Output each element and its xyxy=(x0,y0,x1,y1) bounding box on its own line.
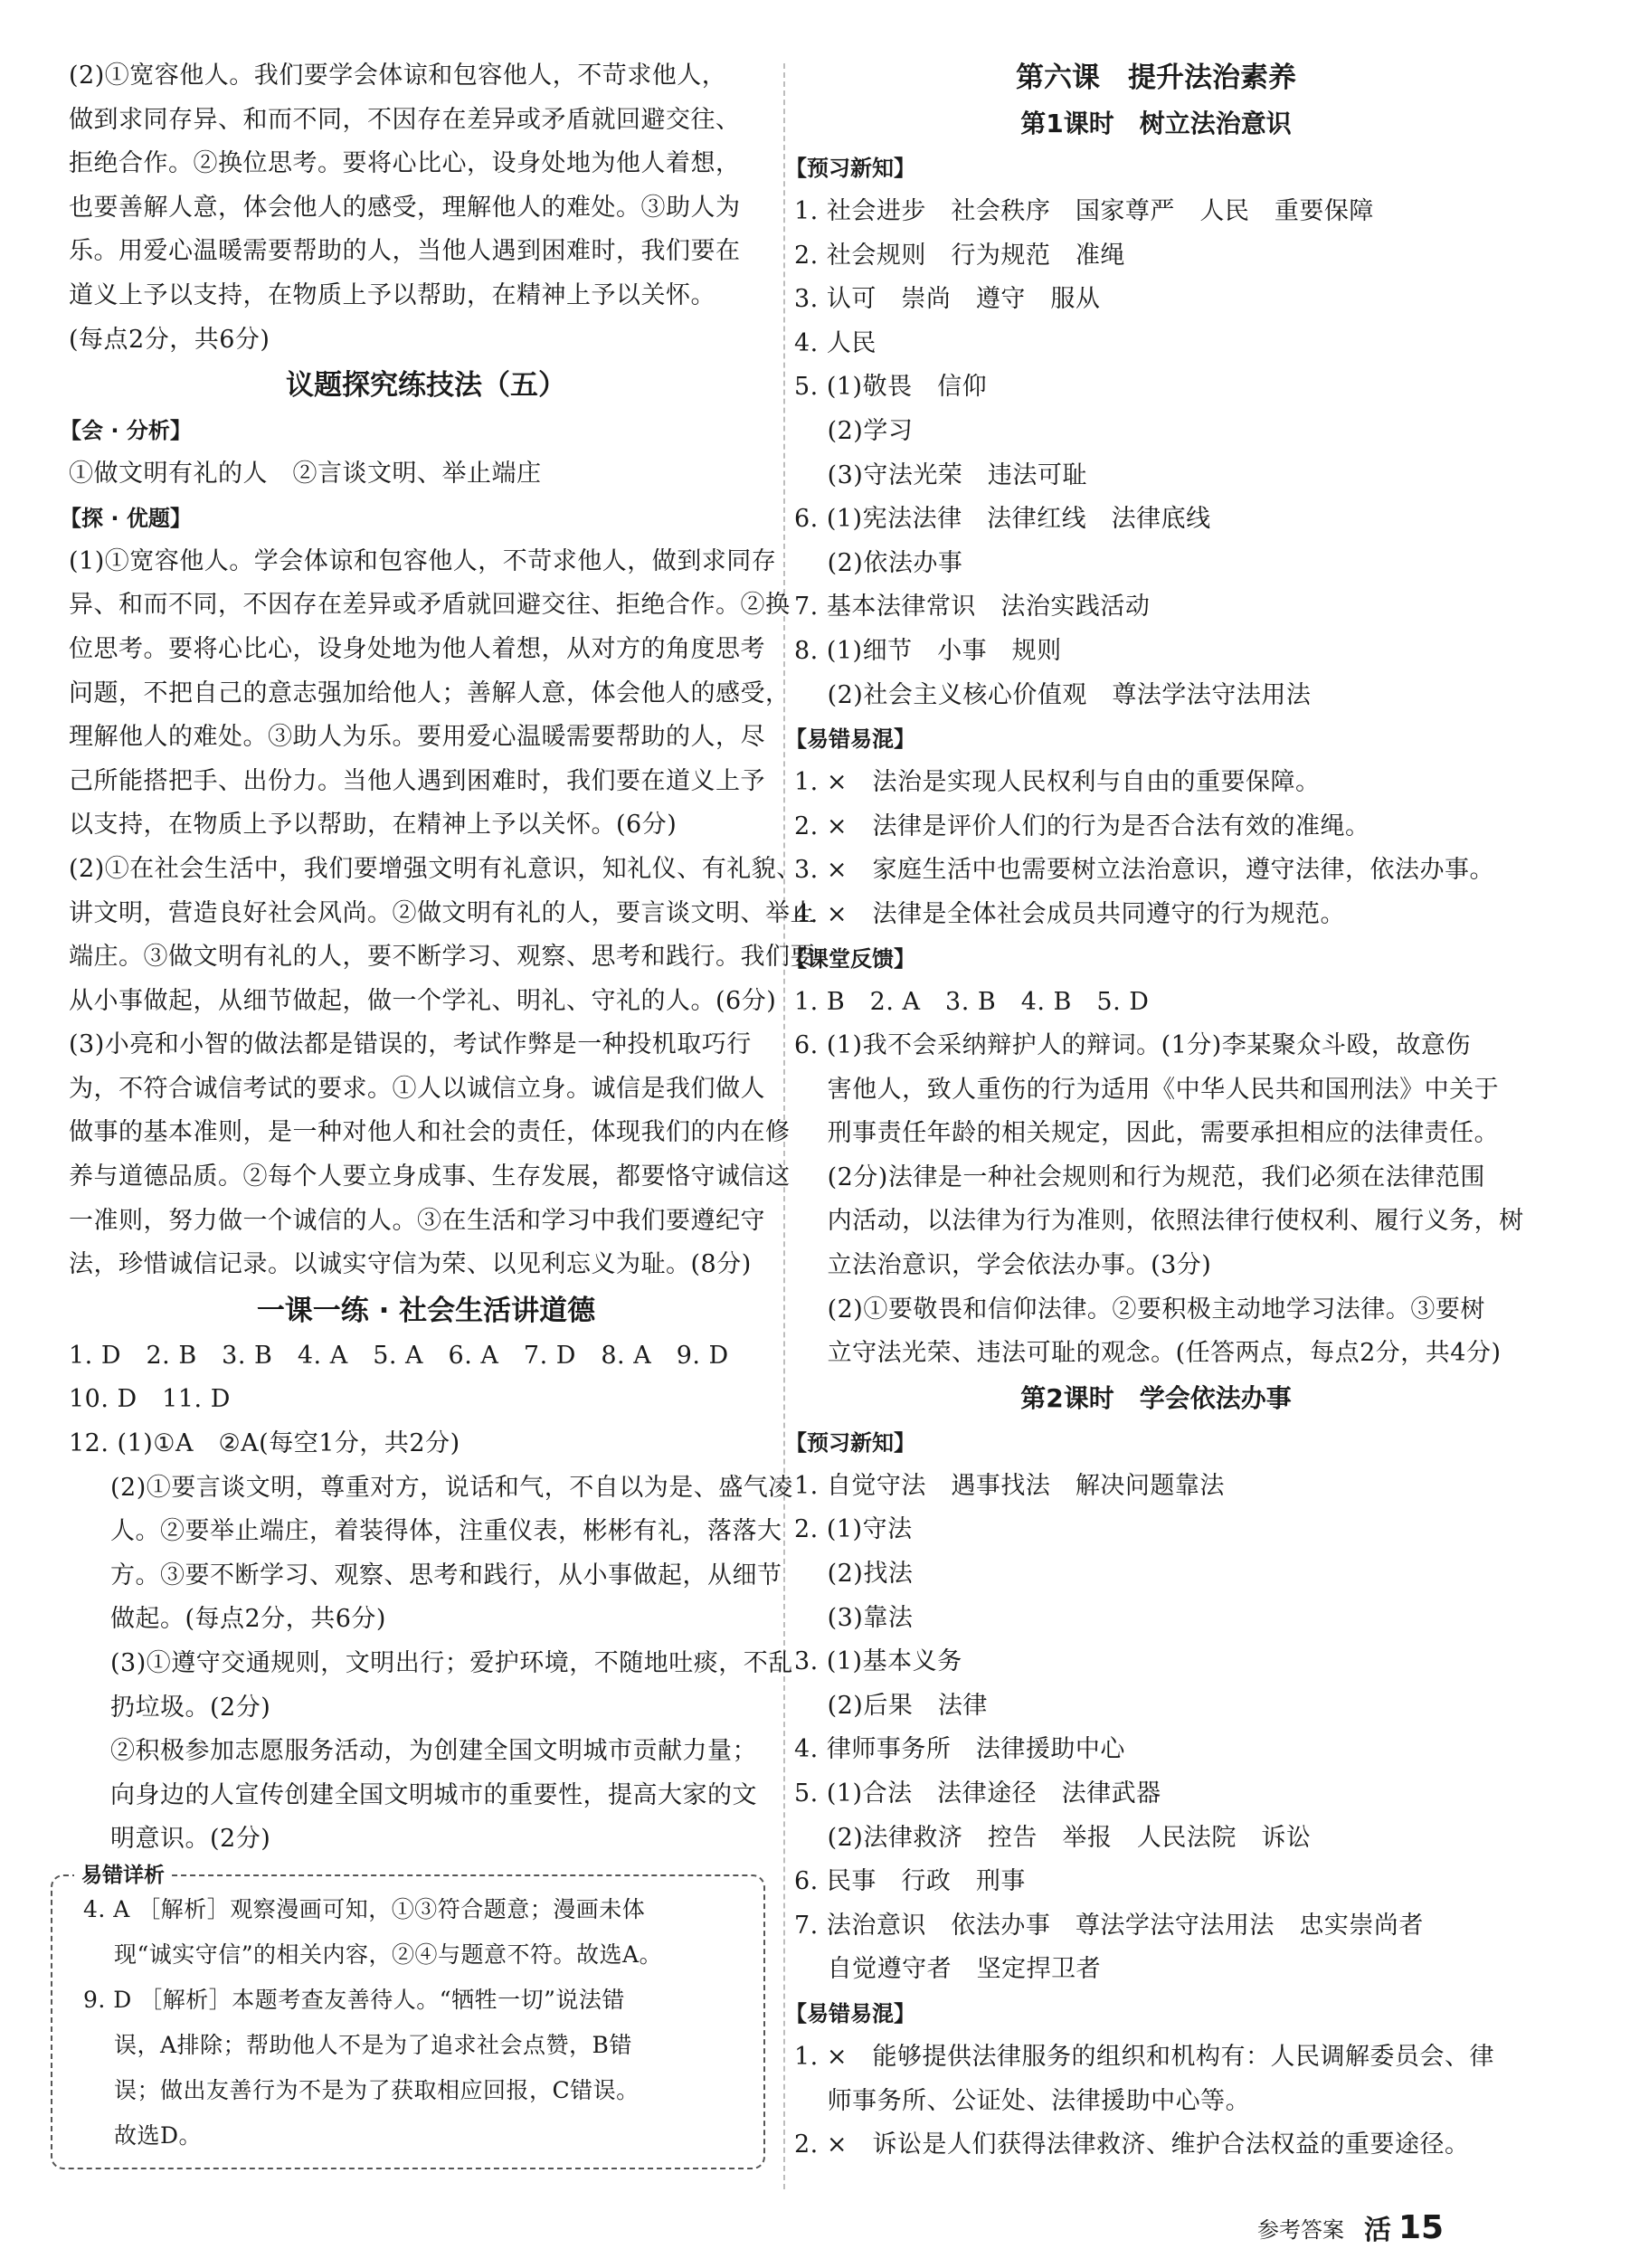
text-line: 10. D 11. D xyxy=(69,1385,231,1414)
text-line: 为，不符合诚信考试的要求。①人以诚信立身。诚信是我们做人 xyxy=(69,1074,765,1103)
text-line: 明意识。(2分) xyxy=(110,1825,271,1854)
period2-mistakes xyxy=(794,2036,1518,2168)
text-line: 也要善解人意，体会他人的感受，理解他人的难处。③助人为 xyxy=(69,193,741,222)
text-line: (2)社会主义核心价值观 尊法学法守法用法 xyxy=(794,680,1312,709)
text-line: 7. 法治意识 依法办事 尊法学法守法用法 忠实崇尚者 xyxy=(794,1911,1424,1940)
text-line: 位思考。要将心比心，设身处地为他人着想，从对方的角度思考 xyxy=(69,634,765,663)
text-line: 向身边的人宣传创建全国文明城市的重要性，提高大家的文 xyxy=(110,1780,757,1809)
text-line: (2)①在社会生活中，我们要增强文明有礼意识，知礼仪、有礼貌、 xyxy=(69,854,801,883)
text-line: 刑事责任年龄的相关规定，因此，需要承担相应的法律责任。 xyxy=(794,1119,1500,1148)
section-label-analyze: 【会 · 分析】 xyxy=(60,418,192,444)
text-line: 异、和而不同，不因存在差异或矛盾就回避交往、拒绝合作。②换 xyxy=(69,591,791,620)
text-line: 5. (1)敬畏 信仰 xyxy=(794,373,988,402)
text-line: 1. D 2. B 3. B 4. A 5. A 6. A 7. D 8. A 9. D xyxy=(69,1341,729,1370)
text-line: (2)后果 法律 xyxy=(794,1691,988,1720)
text-line: (3)小亮和小智的做法都是错误的，考试作弊是一种投机取巧行 xyxy=(69,1030,752,1059)
text-line: 2. 社会规则 行为规范 准绳 xyxy=(794,241,1125,270)
text-line: 害他人，致人重伤的行为适用《中华人民共和国刑法》中关于 xyxy=(794,1075,1500,1104)
text-line: 4. 律师事务所 法律援助中心 xyxy=(794,1735,1125,1764)
text-line: 4. A ［解析］观察漫画可知，①③符合题意；漫画未体 xyxy=(83,1895,646,1922)
text-line: (每点2分，共6分) xyxy=(69,325,270,354)
text-line: 1. B 2. A 3. B 4. B 5. D xyxy=(794,987,1150,1016)
text-line: 做事的基本准则，是一种对他人和社会的责任，体现我们的内在修 xyxy=(69,1118,791,1147)
text-line: 2. × 法律是评价人们的行为是否合法有效的准绳。 xyxy=(794,811,1370,840)
text-line: 6. (1)宪法法律 法律红线 法律底线 xyxy=(794,505,1211,534)
section-title-one-lesson: 一课一练 · 社会生活讲道德 xyxy=(256,1294,596,1327)
text-line: 一准则，努力做一个诚信的人。③在生活和学习中我们要遵纪守 xyxy=(69,1206,765,1235)
text-line: (2)找法 xyxy=(794,1560,914,1589)
text-line: 7. 基本法律常识 法治实践活动 xyxy=(794,593,1151,622)
text-line: 方。③要不断学习、观察、思考和践行，从小事做起，从细节 xyxy=(110,1561,782,1589)
period1-mistakes xyxy=(794,761,1518,936)
text-line: (2)①要敬畏和信仰法律。②要积极主动地学习法律。③要树 xyxy=(794,1295,1485,1324)
text-line: 3. (1)基本义务 xyxy=(794,1647,962,1676)
text-line: (2)①要言谈文明，尊重对方，说话和气，不自以为是、盛气凌 xyxy=(110,1473,793,1502)
text-line: 立守法光荣、违法可耻的观念。(任答两点，每点2分，共4分) xyxy=(794,1339,1502,1368)
section-label-preview: 【预习新知】 xyxy=(785,1429,915,1456)
text-line: 己所能搭把手、出份力。当他人遇到困难时，我们要在道义上予 xyxy=(69,766,765,795)
text-line: 端庄。③做文明有礼的人，要不断学习、观察、思考和践行。我们要 xyxy=(69,943,815,972)
section-label-preview: 【预习新知】 xyxy=(785,156,915,181)
error-analysis-box xyxy=(51,1863,765,2169)
section-label-mistakes: 【易错易混】 xyxy=(785,726,915,753)
text-line: 2. × 诉讼是人们获得法律救济、维护合法权益的重要途径。 xyxy=(794,2130,1470,2159)
text-line: 道义上予以支持，在物质上予以帮助，在精神上予以关怀。 xyxy=(69,280,715,309)
text-line: 内活动，以法律为行为准则，依照法律行使权利、履行义务，树 xyxy=(794,1207,1524,1236)
text-line: 误；做出友善行为不是为了获取相应回报，C错误。 xyxy=(83,2076,640,2103)
text-line: (3)守法光荣 违法可耻 xyxy=(794,460,1087,489)
analyze-answer: ①做文明有礼的人 ②言谈文明、举止端庄 xyxy=(69,460,542,489)
section-label-mistakes: 【易错易混】 xyxy=(785,2000,915,2026)
text-line: 从小事做起，从细节做起，做一个学礼、明礼、守礼的人。(6分) xyxy=(69,986,777,1015)
text-line: 3. 认可 崇尚 遵守 服从 xyxy=(794,285,1101,314)
text-line: 问题，不把自己的意志强加给他人；善解人意，体会他人的感受， xyxy=(69,679,791,707)
text-line: (3)①遵守交通规则，文明出行；爱护环境，不随地吐痰，不乱 xyxy=(110,1649,793,1677)
text-line: (3)靠法 xyxy=(794,1603,914,1632)
text-line: 做起。(每点2分，共6分) xyxy=(110,1605,386,1634)
text-line: (2)依法办事 xyxy=(794,548,963,577)
text-line: 4. 人民 xyxy=(794,328,877,357)
text-line: 立法治意识，学会依法办事。(3分) xyxy=(794,1251,1212,1280)
error-analysis-title: 易错详析 xyxy=(74,1858,172,1888)
text-line: 3. × 家庭生活中也需要树立法治意识，遵守法律，依法办事。 xyxy=(794,856,1494,885)
text-line: 师事务所、公证处、法律援助中心等。 xyxy=(794,2086,1251,2115)
footer-label: 参考答案 xyxy=(1257,2216,1344,2243)
text-line: 1. 自觉守法 遇事找法 解决问题靠法 xyxy=(794,1471,1225,1500)
text-line: 9. D ［解析］本题考查友善待人。“牺牲一切”说法错 xyxy=(83,1986,625,2013)
text-line: 5. (1)合法 法律途径 法律武器 xyxy=(794,1779,1161,1808)
text-line: 4. × 法律是全体社会成员共同遵守的行为规范。 xyxy=(794,899,1345,928)
lesson-title: 第六课 提升法治素养 xyxy=(1016,62,1296,94)
text-line: ②积极参加志愿服务活动，为创建全国文明城市贡献力量； xyxy=(110,1737,757,1766)
text-line: (2)①宽容他人。我们要学会体谅和包容他人，不苛求他人， xyxy=(69,62,727,90)
section-label-feedback: 【课堂反馈】 xyxy=(785,945,915,972)
footer-brand: 活 xyxy=(1364,2215,1391,2246)
one-lesson-answers xyxy=(69,1334,793,1862)
text-line: 做到求同存异、和而不同，不因存在差异或矛盾就回避交往、 xyxy=(69,105,741,134)
text-line: 扔垃圾。(2分) xyxy=(110,1693,271,1722)
text-line: 故选D。 xyxy=(83,2121,202,2149)
text-line: 人。②要举止端庄，着装得体，注重仪表，彬彬有礼，落落大 xyxy=(110,1517,782,1546)
section-label-explore: 【探 · 优题】 xyxy=(60,505,192,531)
text-line: (2)法律救济 控告 举报 人民法院 诉讼 xyxy=(794,1823,1312,1852)
text-line: (2分)法律是一种社会规则和行为规范，我们必须在法律范围 xyxy=(794,1162,1485,1191)
text-line: 12. (1)①A ②A(每空1分，共2分) xyxy=(69,1429,460,1458)
text-line: 8. (1)细节 小事 规则 xyxy=(794,636,1062,665)
text-line: 理解他人的难处。③助人为乐。要用爱心温暖需要帮助的人，尽 xyxy=(69,723,765,752)
text-line: 乐。用爱心温暖需要帮助的人，当他人遇到困难时，我们要在 xyxy=(69,237,741,266)
text-line: 1. × 能够提供法律服务的组织和机构有：人民调解委员会、律 xyxy=(794,2042,1494,2071)
text-line: 误，A排除；帮助他人不是为了追求社会点赞，B错 xyxy=(83,2031,632,2058)
text-line: 以支持，在物质上予以帮助，在精神上予以关怀。(6分) xyxy=(69,811,678,840)
text-line: 6. (1)我不会采纳辩护人的辩词。(1分)李某聚众斗殴，故意伤 xyxy=(794,1031,1471,1060)
page-footer xyxy=(1257,2207,1444,2247)
period1-title: 第1课时 树立法治意识 xyxy=(1020,109,1292,138)
text-line: 2. (1)守法 xyxy=(794,1515,913,1544)
explore-answers xyxy=(69,540,815,1287)
period1-feedback xyxy=(794,981,1524,1376)
right-column xyxy=(785,54,1524,2168)
text-line: 现“诚实守信”的相关内容，②④与题意不符。故选A。 xyxy=(83,1941,663,1968)
text-line: 1. × 法治是实现人民权利与自由的重要保障。 xyxy=(794,768,1321,797)
text-line: 6. 民事 行政 刑事 xyxy=(794,1867,1026,1896)
period2-preview xyxy=(794,1465,1518,1992)
period1-preview xyxy=(794,190,1518,717)
text-line: (2)学习 xyxy=(794,416,914,445)
page-number: 15 xyxy=(1398,2208,1445,2246)
text-line: 自觉遵守者 坚定捍卫者 xyxy=(794,1955,1102,1984)
text-line: 养与道德品质。②每个人要立身成事、生存发展，都要恪守诚信这 xyxy=(69,1162,791,1191)
period2-title: 第2课时 学会依法办事 xyxy=(1020,1382,1292,1413)
section-title-issue-inquiry: 议题探究练技法（五） xyxy=(286,369,566,403)
text-line: 1. 社会进步 社会秩序 国家尊严 人民 重要保障 xyxy=(794,197,1374,225)
text-line: 法，珍惜诚信记录。以诚实守信为荣、以见利忘义为耻。(8分) xyxy=(69,1250,752,1279)
left-column xyxy=(60,54,815,2169)
text-line: 拒绝合作。②换位思考。要将心比心，设身处地为他人着想， xyxy=(69,149,741,178)
text-line: 讲文明，营造良好社会风尚。②做文明有礼的人，要言谈文明、举止 xyxy=(69,898,815,927)
intro-answer xyxy=(69,54,783,362)
text-line: (1)①宽容他人。学会体谅和包容他人，不苛求他人，做到求同存 xyxy=(69,546,777,575)
